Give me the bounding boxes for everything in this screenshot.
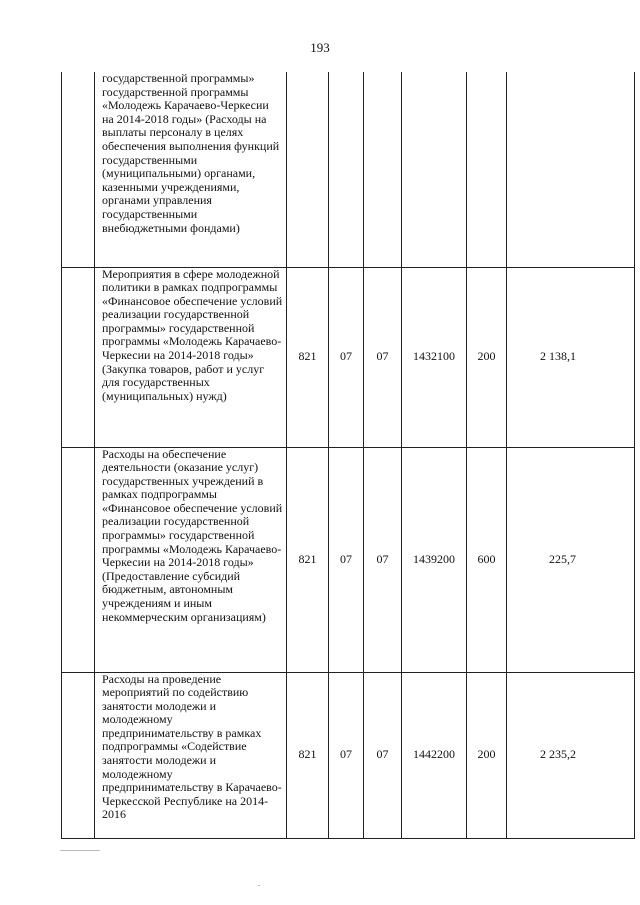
scan-artifact-line [60,850,100,851]
section-code-cell [329,72,364,267]
section-code-cell: 07 [329,447,364,672]
amount-cell: 225,7 [507,447,635,672]
budget-table [61,72,635,839]
amount-cell: 2 138,1 [507,267,635,447]
subsection-code-cell: 07 [364,447,402,672]
amount-cell: 2 235,2 [507,672,635,838]
page-number: 193 [310,40,330,55]
subsection-code-cell: 07 [364,267,402,447]
table-row [62,267,635,447]
row-margin-cell [62,672,95,838]
table-row [62,72,635,267]
section-code-cell: 07 [329,672,364,838]
row-margin-cell [62,447,95,672]
ministry-code-cell: 821 [287,267,329,447]
row-margin-cell [62,267,95,447]
expense-type-cell: 200 [467,267,507,447]
expense-type-cell [467,72,507,267]
ministry-code-cell [287,72,329,267]
ministry-code-cell: 821 [287,447,329,672]
expense-type-cell: 200 [467,672,507,838]
row-description: Мероприятия в сфере молодежной политики в рамках подпрограммы «Финансовое обеспечение условий реализации государственной программы» государственной программы «Молодежь Карачаево-Черкесии на 2014-2018 годы» (Закупка товаров, работ и услуг для государственных (муниципальных) нужд) [95,267,287,447]
row-description: Расходы на проведение мероприятий по содействию занятости молодежи и молодежному предпринимательству в рамках подпрограммы «Содействие занятости молодежи и молодежному предпринимательству в Карачаево-Черкесской Республике на 2014-2016 [95,672,287,838]
table-row [62,447,635,672]
scan-artifact-line [258,885,260,886]
target-article-cell [402,72,467,267]
target-article-cell: 1442200 [402,672,467,838]
section-code-cell: 07 [329,267,364,447]
amount-cell [507,72,635,267]
ministry-code-cell: 821 [287,672,329,838]
table-row [62,672,635,838]
target-article-cell: 1432100 [402,267,467,447]
row-description: государственной программы» государственной программы «Молодежь Карачаево-Черкесии на 2014-2018 годы» (Расходы на выплаты персоналу в целях обеспечения выполнения функций государственными (муниципальными) органами, казенными учреждениями, органами управления государственными внебюджетными фондами) [95,72,287,267]
row-description: Расходы на обеспечение деятельности (оказание услуг) государственных учреждений в рамках подпрограммы «Финансовое обеспечение условий реализации государственной программы» государственной программы «Молодежь Карачаево-Черкесии на 2014-2018 годы» (Предоставление субсидий бюджетным, автономным учреждениям и иным некоммерческим организациям) [95,447,287,672]
subsection-code-cell [364,72,402,267]
expense-type-cell: 600 [467,447,507,672]
target-article-cell: 1439200 [402,447,467,672]
subsection-code-cell: 07 [364,672,402,838]
row-margin-cell [62,72,95,267]
